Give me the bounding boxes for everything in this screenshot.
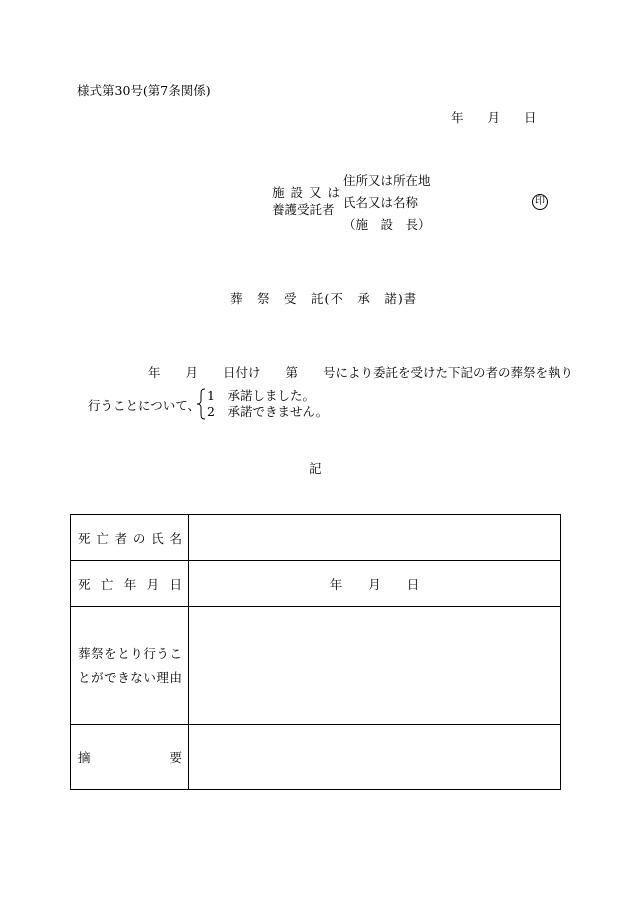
body-text-line2: 行うことについて、 <box>88 398 201 413</box>
table-row <box>71 561 561 607</box>
seal-mark: 印 <box>532 194 548 210</box>
deceased-name-value <box>189 515 561 561</box>
death-day: 日 <box>406 576 420 592</box>
head-label: （施 設 長） <box>343 217 431 232</box>
reason-label-line2: とができない理由 <box>78 669 182 685</box>
table-row <box>71 725 561 790</box>
form-number: 様式第30号(第7条関係) <box>77 83 211 98</box>
date-year: 年 <box>451 110 464 125</box>
reason-label <box>71 607 189 725</box>
document-title: 葬 祭 受 託(不 承 諾)書 <box>230 291 418 306</box>
applicant-role <box>272 184 346 218</box>
option-decline: 2 承諾できません。 <box>207 404 329 419</box>
body-text-line1: 年 月 日付け 第 号により委託を受けた下記の者の葬祭を執り <box>148 365 574 380</box>
death-year: 年 <box>329 576 343 592</box>
applicant-role-line1: 施設又は <box>272 185 347 200</box>
table-row <box>71 515 561 561</box>
address-label: 住所又は所在地 <box>343 173 431 188</box>
detail-table <box>70 514 561 790</box>
reason-label-line1: 葬祭をとり行うこ <box>78 645 182 661</box>
date-month: 月 <box>487 110 501 125</box>
table-row <box>71 607 561 725</box>
deceased-name-label: 死亡者の氏名 <box>71 515 189 561</box>
date-day: 日 <box>524 110 537 125</box>
death-date-value <box>189 561 561 607</box>
consent-options <box>207 388 328 420</box>
applicant-role-line2: 養護受託者 <box>272 202 335 217</box>
applicant-fields <box>343 172 431 238</box>
name-label: 氏名又は名称 <box>343 195 419 210</box>
ki-heading: 記 <box>309 461 322 476</box>
reason-value <box>189 607 561 725</box>
brace-icon <box>196 388 206 420</box>
summary-value <box>189 725 561 790</box>
option-accept: 1 承諾しました。 <box>207 388 315 403</box>
death-month: 月 <box>368 576 381 592</box>
document-date <box>451 110 537 125</box>
death-date-label: 死亡年月日 <box>71 561 189 607</box>
summary-label: 摘要 <box>71 725 189 790</box>
